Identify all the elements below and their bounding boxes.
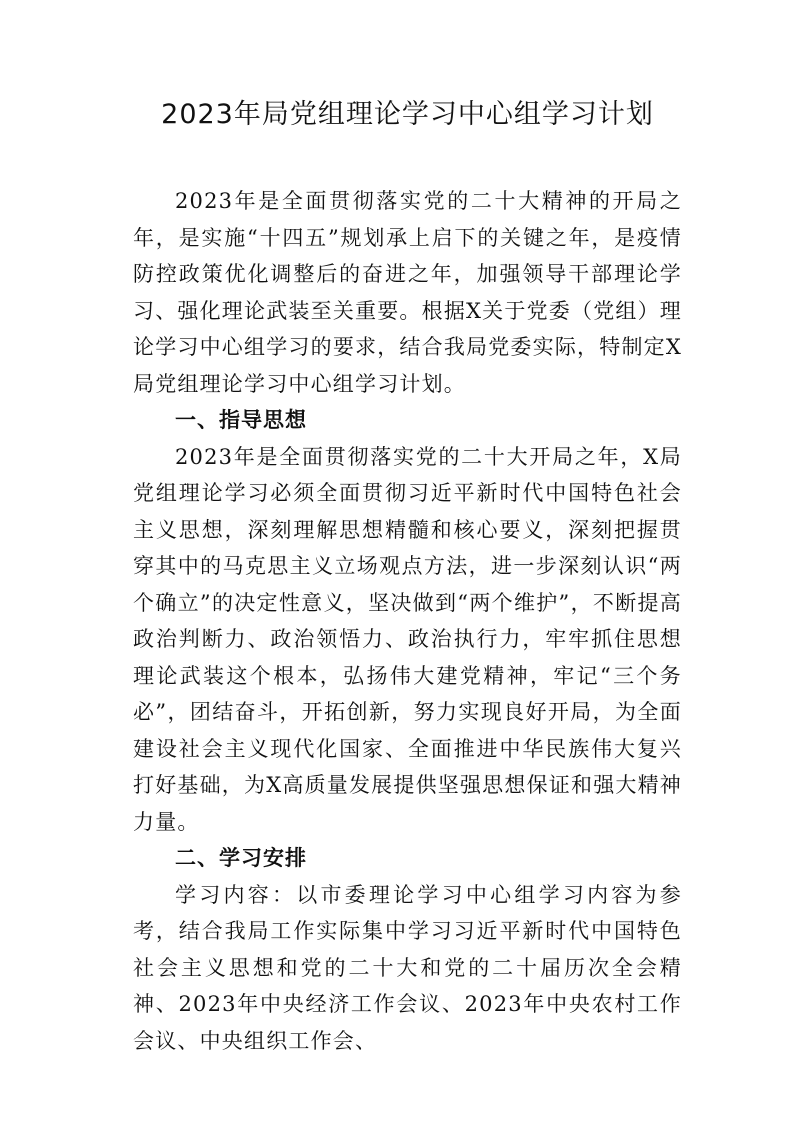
intro-paragraph: 2023年是全面贯彻落实党的二十大精神的开局之年，是实施“十四五”规划承上启下的关键之年，是疫情防控政策优化调整后的奋进之年，加强领导干部理论学习、强化理论武装至关重要。根据X关于党委（党组）理论学习中心组学习的要求，结合我局党委实际，特制定X局党组理论学习中心组学习计划。 <box>133 189 682 396</box>
document-title: 2023年局党组理论学习中心组学习计划 <box>161 99 654 130</box>
section-heading-study-arrangement: 二、学习安排 <box>175 846 307 870</box>
section-heading-guiding-ideology: 一、指导思想 <box>175 408 307 432</box>
guiding-ideology-paragraph: 2023年是全面贯彻落实党的二十大开局之年，X局党组理论学习必须全面贯彻习近平新时代中国特色社会主义思想，深刻理解思想精髓和核心要义，深刻把握贯穿其中的马克思主义立场观点方法，进一步深刻认识“两个确立”的决定性意义，坚决做到“两个维护”，不断提高政治判断力、政治领悟力、政治执行力，牢牢抓住思想理论武装这个根本，弘扬伟大建党精神，牢记“三个务必”，团结奋斗，开拓创新，努力实现良好开局，为全面建设社会主义现代化国家、全面推进中华民族伟大复兴打好基础，为X高质量发展提供坚强思想保证和强大精神力量。 <box>133 444 682 834</box>
study-arrangement-paragraph: 学习内容：以市委理论学习中心组学习内容为参考，结合我局工作实际集中学习习近平新时代中国特色社会主义思想和党的二十大和党的二十届历次全会精神、2023年中央经济工作会议、2023年中央农村工作会议、中央组织工作会、 <box>133 882 682 1053</box>
